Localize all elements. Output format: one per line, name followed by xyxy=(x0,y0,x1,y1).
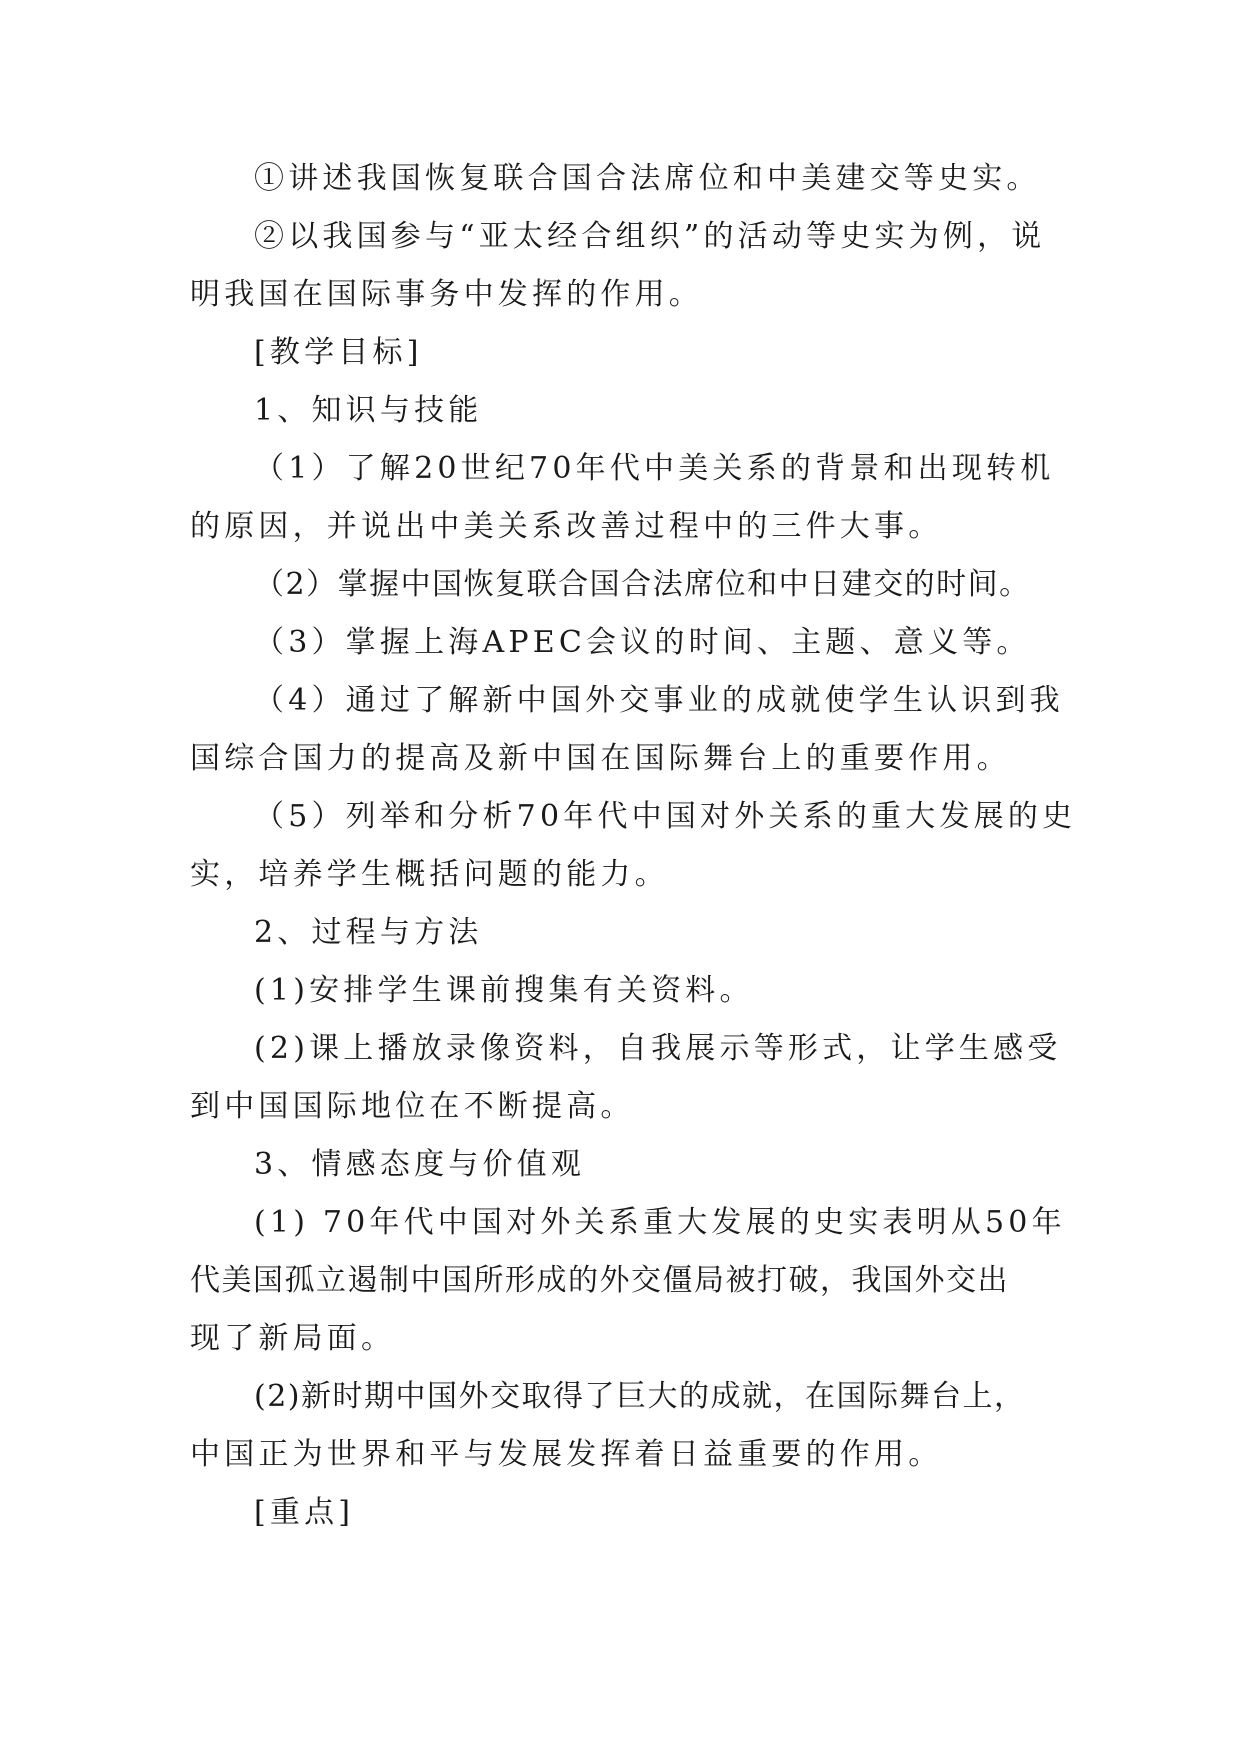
goal-item-5-cont: 实，培养学生概括问题的能力。 xyxy=(190,857,669,892)
value-item-1: (1) 70年代中国对外关系重大发展的史实表明从50年 xyxy=(254,1205,1066,1240)
standard-item-2-cont: 明我国在国际事务中发挥的作用。 xyxy=(190,277,703,312)
value-item-1-cont-2: 现了新局面。 xyxy=(190,1321,396,1356)
subheading-knowledge-skills: 1、知识与技能 xyxy=(254,393,483,428)
goal-item-5: （5）列举和分析70年代中国对外关系的重大发展的史 xyxy=(254,799,1077,834)
goal-item-1-cont: 的原因，并说出中美关系改善过程中的三件大事。 xyxy=(190,509,943,544)
subheading-attitudes-values: 3、情感态度与价值观 xyxy=(254,1147,586,1182)
section-heading-teaching-goals: [教学目标] xyxy=(254,335,423,370)
subheading-process-methods: 2、过程与方法 xyxy=(254,915,483,950)
value-item-2: (2)新时期中国外交取得了巨大的成就，在国际舞台上， xyxy=(254,1379,1026,1414)
method-item-2-cont: 到中国国际地位在不断提高。 xyxy=(190,1089,635,1124)
section-heading-key-points: [重点] xyxy=(254,1495,355,1530)
goal-item-1: （1）了解20世纪70年代中美关系的背景和出现转机 xyxy=(254,451,1055,486)
goal-item-4-cont: 国综合国力的提高及新中国在国际舞台上的重要作用。 xyxy=(190,741,1011,776)
goal-item-4: （4）通过了解新中国外交事业的成就使学生认识到我 xyxy=(254,683,1064,718)
document-body xyxy=(190,150,1077,1542)
value-item-1-cont: 代美国孤立遏制中国所形成的外交僵局被打破，我国外交出 xyxy=(190,1263,1009,1298)
method-item-1: (1)安排学生课前搜集有关资料。 xyxy=(254,973,754,1008)
standard-item-1: ①讲述我国恢复联合国合法席位和中美建交等史实。 xyxy=(254,161,1041,196)
method-item-2: (2)课上播放录像资料，自我展示等形式，让学生感受 xyxy=(254,1031,1062,1066)
goal-item-3: （3）掌握上海APEC会议的时间、主题、意义等。 xyxy=(254,625,1031,660)
standard-item-2: ②以我国参与“亚太经合组织”的活动等史实为例，说 xyxy=(254,219,1046,254)
value-item-2-cont: 中国正为世界和平与发展发挥着日益重要的作用。 xyxy=(190,1437,943,1472)
goal-item-2: （2）掌握中国恢复联合国合法席位和中日建交的时间。 xyxy=(254,567,1031,602)
